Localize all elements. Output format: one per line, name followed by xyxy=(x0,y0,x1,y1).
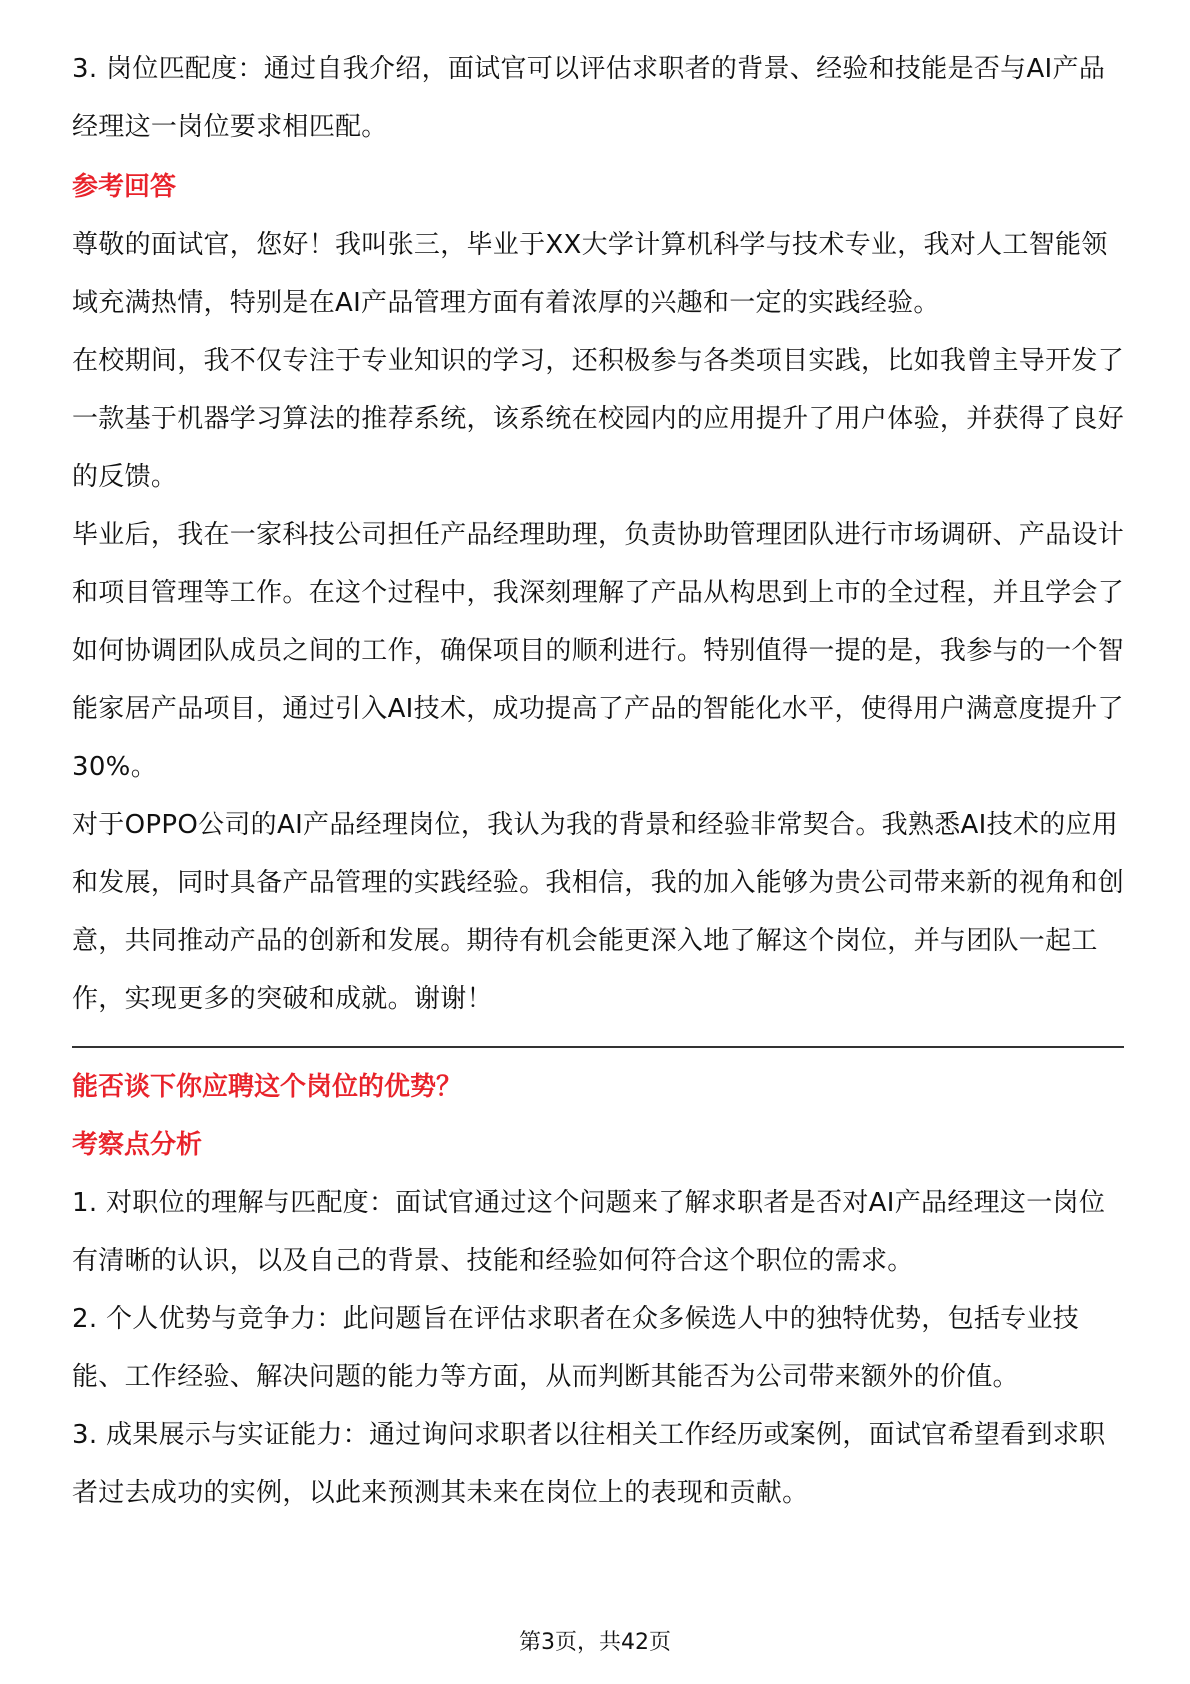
answer-paragraph-3: 毕业后，我在一家科技公司担任产品经理助理，负责协助管理团队进行市场调研、产品设计和项目管理等工作。在这个过程中，我深刻理解了产品从构思到上市的全过程，并且学会了如何协调团队成员之间的工作，确保项目的顺利进行。特别值得一提的是，我参与的一个智能家居产品项目，通过引入AI技术，成功提高了产品的智能化水平，使得用户满意度提升了30%。 xyxy=(72,520,1125,782)
document-page xyxy=(72,40,1124,1522)
analysis-item-1: 1. 对职位的理解与匹配度：面试官通过这个问题来了解求职者是否对AI产品经理这一岗位有清晰的认识，以及自己的背景、技能和经验如何符合这个职位的需求。 xyxy=(72,1188,1106,1276)
analysis-item-3: 3. 岗位匹配度：通过自我介绍，面试官可以评估求职者的背景、经验和技能是否与AI产品经理这一岗位要求相匹配。 xyxy=(72,54,1106,142)
question-heading: 能否谈下你应聘这个岗位的优势？ xyxy=(72,1072,463,1102)
answer-paragraph-4: 对于OPPO公司的AI产品经理岗位，我认为我的背景和经验非常契合。我熟悉AI技术的应用和发展，同时具备产品管理的实践经验。我相信，我的加入能够为贵公司带来新的视角和创意，共同推动产品的创新和发展。期待有机会能更深入地了解这个岗位，并与团队一起工作，实现更多的突破和成就。谢谢！ xyxy=(72,810,1125,1014)
answer-heading: 参考回答 xyxy=(72,172,177,202)
answer-paragraph-1: 尊敬的面试官，您好！我叫张三，毕业于XX大学计算机科学与技术专业，我对人工智能领域充满热情，特别是在AI产品管理方面有着浓厚的兴趣和一定的实践经验。 xyxy=(72,230,1108,318)
analysis-item-2: 2. 个人优势与竞争力：此问题旨在评估求职者在众多候选人中的独特优势，包括专业技能、工作经验、解决问题的能力等方面，从而判断其能否为公司带来额外的价值。 xyxy=(72,1304,1080,1392)
analysis-heading: 考察点分析 xyxy=(72,1130,203,1160)
answer-paragraph-2: 在校期间，我不仅专注于专业知识的学习，还积极参与各类项目实践，比如我曾主导开发了一款基于机器学习算法的推荐系统，该系统在校园内的应用提升了用户体验，并获得了良好的反馈。 xyxy=(72,346,1125,492)
page-number: 第3页，共42页 xyxy=(519,1630,671,1655)
section-divider xyxy=(72,1046,1124,1048)
analysis-item-3b: 3. 成果展示与实证能力：通过询问求职者以往相关工作经历或案例，面试官希望看到求职者过去成功的实例，以此来预测其未来在岗位上的表现和贡献。 xyxy=(72,1420,1106,1508)
